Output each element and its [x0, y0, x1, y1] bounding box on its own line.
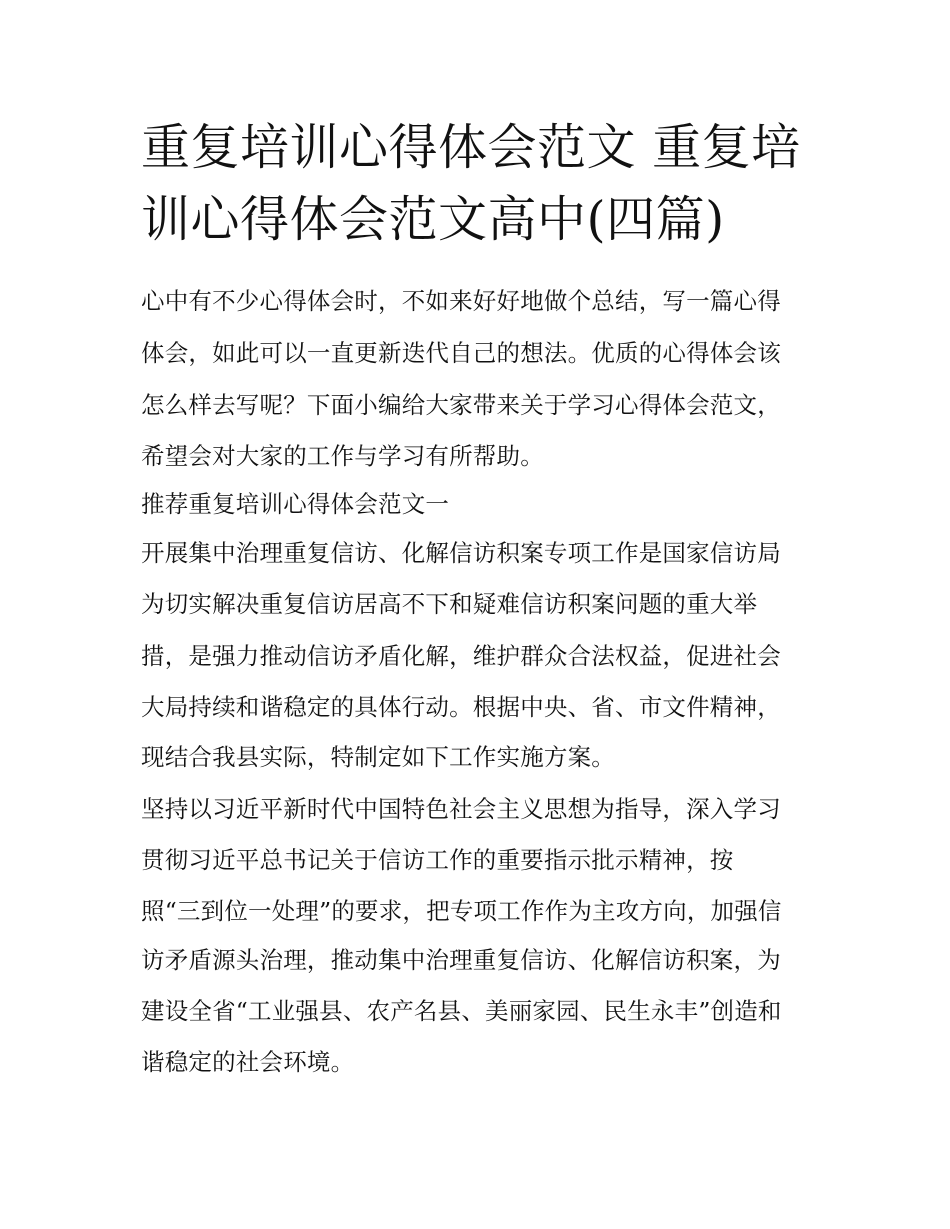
paragraph-line: 措，是强力推动信访矛盾化解，维护群众合法权益，促进社会: [141, 642, 781, 670]
paragraph-line: 贯彻习近平总书记关于信访工作的重要指示批示精神，按: [141, 846, 734, 874]
intro-line: 希望会对大家的工作与学习有所帮助。: [141, 442, 544, 470]
paragraph-line: 现结合我县实际，特制定如下工作实施方案。: [141, 743, 615, 771]
intro-line: 体会，如此可以一直更新迭代自己的想法。优质的心得体会该: [141, 339, 781, 367]
intro-line: 怎么样去写呢？下面小编给大家带来关于学习心得体会范文，: [141, 391, 781, 419]
paragraph-line: 建设全省“工业强县、农产名县、美丽家园、民生永丰”创造和: [141, 997, 782, 1025]
title-line: 重复培训心得体会范文 重复培: [141, 119, 801, 176]
paragraph-line: 谐稳定的社会环境。: [141, 1048, 355, 1076]
intro-line: 心中有不少心得体会时，不如来好好地做个总结，写一篇心得: [141, 287, 781, 315]
paragraph-line: 坚持以习近平新时代中国特色社会主义思想为指导，深入学习: [141, 795, 781, 823]
paragraph-line: 照“三到位一处理”的要求，把专项工作作为主攻方向，加强信: [141, 897, 782, 925]
document-title: [141, 112, 821, 256]
title-line: 训心得体会范文高中(四篇): [141, 191, 725, 248]
paragraph-line: 大局持续和谐稳定的具体行动。根据中央、省、市文件精神，: [141, 693, 781, 721]
paragraph-line: 访矛盾源头治理，推动集中治理重复信访、化解信访积案，为: [141, 946, 781, 974]
paragraph-line: 为切实解决重复信访居高不下和疑难信访积案问题的重大举: [141, 590, 758, 618]
section-heading: 推荐重复培训心得体会范文一: [141, 490, 450, 518]
paragraph-line: 开展集中治理重复信访、化解信访积案专项工作是国家信访局: [141, 539, 781, 567]
